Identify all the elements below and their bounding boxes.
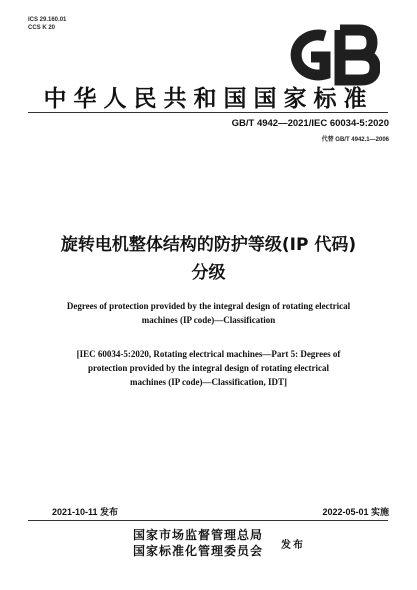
equivalent-line-2: protection provided by the integral design of rotating electrical xyxy=(88,363,329,373)
english-title-line-1: Degrees of protection provided by the integral design of rotating electrical xyxy=(66,301,351,311)
standard-type-title: 中华人民共和国国家标准 xyxy=(43,86,374,112)
equivalent-line-3: machines (IP code)—Classification, IDT] xyxy=(130,377,287,387)
equivalent-line-1: [IEC 60034-5:2020, Rotating electrical machines—Part 5: Degrees of xyxy=(76,349,341,359)
chinese-title xyxy=(0,231,417,287)
replaces-note: 代替 GB/T 4942.1—2006 xyxy=(321,137,389,143)
footer-divider xyxy=(28,520,388,521)
issue-date: 2021-10-11 发布 xyxy=(52,507,119,517)
publish-label: 发布 xyxy=(281,540,305,551)
chinese-title-line-2: 分级 xyxy=(191,263,226,283)
implementation-date: 2022-05-01 实施 xyxy=(322,507,389,517)
issuing-authorities xyxy=(133,527,263,559)
header-divider xyxy=(28,112,388,113)
classification-codes xyxy=(28,16,66,32)
english-title-line-2: machines (IP code)—Classification xyxy=(141,315,276,325)
chinese-title-line-1: 旋转电机整体结构的防护等级(IP 代码) xyxy=(60,235,357,255)
issuer-samr: 国家市场监督管理总局 xyxy=(133,528,264,542)
equivalent-standard-note xyxy=(34,347,383,389)
ccs-code: CCS K 20 xyxy=(28,25,56,31)
issuer-sac: 国家标准化管理委员会 xyxy=(133,544,264,558)
ics-code: ICS 29.160.01 xyxy=(28,17,67,23)
gb-logo xyxy=(285,22,380,88)
gb-logo-b xyxy=(340,30,375,80)
gb-logo-g xyxy=(296,35,325,75)
standard-code: GB/T 4942—2021/IEC 60034-5:2020 xyxy=(231,118,389,129)
english-title xyxy=(40,299,377,327)
